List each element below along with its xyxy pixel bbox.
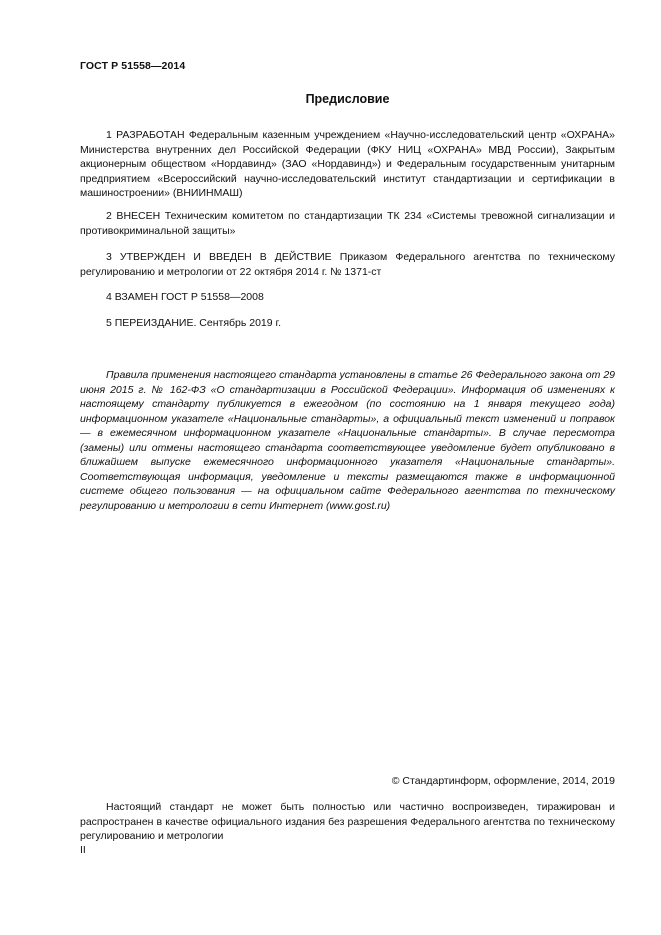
copyright-line: © Стандартинформ, оформление, 2014, 2019 (391, 775, 615, 787)
page-number: II (80, 844, 86, 856)
application-rules-note: Правила применения настоящего стандарта установлены в статье 26 Федерального закона от 29 июня 2015 г. № 162-ФЗ «О стандартизации в Российской Федерации». Информация об изменениях к настоящему стандарту публикуется в ежегодном (по состоянию на 1 января текущего года) информационном указателе «Национальные стандарты», а официальный текст изменений и поправок — в ежемесячном информационном указателе «Национальные стандарты». В случае пересмотра (замены) или отмены настоящего стандарта соответствующее уведомление будет опубликовано в ближайшем выпуске ежемесячного информационного указателя «Национальные стандарты». Соответствующая информация, уведомление и тексты размещаются также в информационной системе общего пользования — на официальном сайте Федерального агентства по техническому регулированию и метрологии в сети Интернет (www.gost.ru) (80, 369, 615, 512)
paragraph-developed-by: 1 РАЗРАБОТАН Федеральным казенным учреждением «Научно-исследовательский центр «ОХРАНА» Министерства внутренних дел Российской Федерации (ФКУ НИЦ «ОХРАНА» МВД России), Закрытым акционерным обществом «Нордавинд» (ЗАО «Нордавинд») и Федеральным государственным унитарным предприятием «Всероссийский научно-исследовательский институт стандартизации и сертификации в машиностроении» (ВНИИНМАШ) (80, 129, 615, 199)
paragraph-approved: 3 УТВЕРЖДЕН И ВВЕДЕН В ДЕЙСТВИЕ Приказом Федерального агентства по техническому регулированию и метрологии от 22 октября 2014 г. № 1371-ст (80, 251, 615, 278)
document-id-header: ГОСТ Р 51558—2014 (80, 60, 186, 72)
paragraph-replaces: 4 ВЗАМЕН ГОСТ Р 51558—2008 (106, 291, 264, 303)
paragraph-submitted-by: 2 ВНЕСЕН Техническим комитетом по стандартизации ТК 234 «Системы тревожной сигнализации и противокриминальной защиты» (80, 210, 615, 237)
section-title: Предисловие (305, 92, 390, 106)
paragraph-reissue: 5 ПЕРЕИЗДАНИЕ. Сентябрь 2019 г. (106, 317, 281, 329)
reproduction-notice: Настоящий стандарт не может быть полностью или частично воспроизведен, тиражирован и распространен в качестве официального издания без разрешения Федерального агентства по техническому регулированию и метрологии (80, 801, 615, 842)
